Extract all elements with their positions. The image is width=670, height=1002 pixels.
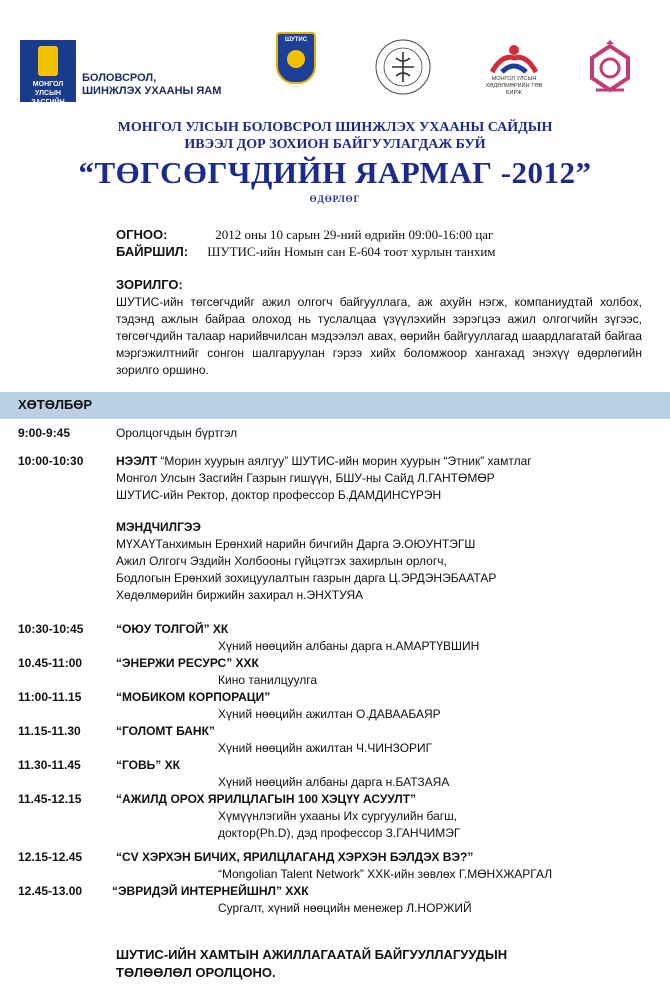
opening-line: [116, 454, 532, 468]
pink-emblem-logo: [586, 40, 634, 96]
ministry-name: [82, 72, 221, 98]
time-slot: 11:00-11.15: [18, 690, 82, 704]
organization-name: “ОЮУ ТОЛГОЙ” ХК: [116, 622, 229, 636]
closing-note: [116, 946, 507, 982]
labour-exchange-logo: [478, 42, 550, 94]
program-heading: ХӨТӨЛБӨР: [18, 397, 93, 412]
presenter: “Mongolian Talent Network” ХХК-ийн зөвлөх Г.МӨНХЖАРГАЛ: [218, 867, 553, 881]
schedule-item: Монгол Улсын Засгийн Газрын гишүүн, БШУ-ны Сайд Л.ГАНТӨМӨР: [116, 471, 495, 485]
date-label: ОГНОО:: [116, 227, 168, 242]
soyombo-icon: [38, 46, 58, 76]
time-slot: 10.45-11:00: [18, 656, 83, 670]
ministry-flag-text: МОНГОЛ УЛСЫН ЗАСГИЙН ГАЗАР: [31, 81, 65, 115]
location-label: БАЙРШИЛ:: [116, 244, 189, 259]
labour-text-2: ХӨДӨЛМӨРИЙН ТӨВ БИРЖ: [485, 83, 543, 96]
government-emblem-icon: [20, 40, 76, 115]
time-slot: 9:00-9:45: [18, 426, 71, 440]
organization-name: “ЭВРИДЭЙ ИНТЕРНЕЙШНЛ” ХХК: [112, 884, 309, 898]
shield-label: ШУТИС: [284, 37, 308, 43]
greeting-item: Бодлогын Ерөнхий зохицуулалтын газрын дарга Ц.ЭРДЭНЭБААТАР: [116, 571, 497, 585]
time-slot: 10:30-10:45: [18, 622, 84, 636]
closing-line-2: ТӨЛӨӨЛӨЛ ОРОЛЦОНО.: [116, 965, 276, 980]
goal-heading: ЗОРИЛГО:: [116, 277, 183, 292]
chamber-of-commerce-logo: [374, 38, 432, 96]
opening-text: “Морин хуурын аялгуу” ШУТИС-ийн морин хуурын “Этник” хамтлаг: [160, 454, 532, 468]
labour-exchange-icon: [478, 42, 550, 76]
goal-text: ШУТИС-ийн төгсөгчдийг ажил олгогч байгууллага, аж ахуйн нэгж, компаниудтай холбох, тэдэнд ажлын байраа олоход нь туслалцаа үзүүлэхийн зэрэгцээ ажил олгогчийн зүгээс, төгсөгчдийн талаар нарийвчилсан мэдээлэл авах, өөрийн байгууллагад шаардлагатай байгаа мэргэжилтнийг сонгон шалгаруулан гэрээ хийх боломжоор хангахад энэхүү өдөрлөгийн зорилго оршино.: [116, 295, 642, 377]
presenter: Сургалт, хүний нөөцийн менежер Л.НОРЖИЙ: [218, 901, 472, 915]
presenter: Хүний нөөцийн ажилтан О.ДАВААБАЯР: [218, 707, 441, 721]
time-slot: 11.30-11.45: [18, 758, 81, 772]
header-line-1: МОНГОЛ УЛСЫН БОЛОВСРОЛ ШИНЖЛЭХ УХААНЫ САЙДЫН: [117, 120, 553, 135]
organization-name: “АЖИЛД ОРОХ ЯРИЛЦЛАГЫН 100 ХЭЦҮҮ АСУУЛТ”: [116, 792, 417, 806]
date-row: [116, 227, 493, 243]
greeting-item: МҮХАҮТанхимын Ерөнхий нарийн бичгийн Дарга Э.ОЮУНТЭГШ: [116, 537, 476, 551]
time-slot: 12.15-12.45: [18, 850, 83, 864]
organization-name: “МОБИКОМ КОРПОРАЦИ”: [116, 690, 271, 704]
ministry-name-line-1: БОЛОВСРОЛ,: [82, 72, 157, 84]
schedule-item: ШУТИС-ийн Ректор, доктор профессор Б.ДАМДИНСҮРЭН: [116, 488, 442, 502]
location-row: [116, 244, 496, 260]
time-slot: 11.45-12.15: [18, 792, 82, 806]
shield-emblem-icon: [287, 50, 305, 68]
location-value: ШУТИС-ийн Номын сан Е-604 тоот хурлын танхим: [207, 244, 496, 259]
page-title: “ТӨГСӨГЧДИЙН ЯАРМАГ -2012”: [78, 155, 592, 190]
ministry-name-line-2: ШИНЖЛЭХ УХААНЫ ЯАМ: [82, 85, 222, 97]
greeting-item: Хөдөлмөрийн биржийн захирал н.ЭНХТУЯА: [116, 588, 364, 602]
presenter: доктор(Ph.D), дэд профессор З.ГАНЧИМЭГ: [218, 826, 461, 840]
labour-text-1: МОНГОЛ УЛСЫН: [491, 76, 537, 82]
university-shield-logo: [276, 32, 316, 84]
organization-name: “ЭНЕРЖИ РЕСУРС” ХХК: [116, 656, 259, 670]
greetings-heading: МЭНДЧИЛГЭЭ: [116, 520, 201, 534]
event-type: ӨДӨРЛӨГ: [309, 194, 361, 204]
organization-name: “CV ХЭРХЭН БИЧИХ, ЯРИЛЦЛАГАНД ХЭРХЭН БЭЛДЭХ ВЭ?”: [116, 850, 474, 864]
labour-exchange-text: [478, 76, 550, 97]
opening-label: НЭЭЛТ: [116, 454, 158, 468]
date-value: 2012 оны 10 сарын 29-ний өдрийн 09:00-16:00 цаг: [215, 227, 494, 242]
program-header-bar: [0, 392, 670, 419]
presenter: Хүний нөөцийн албаны дарга н.БАТЗАЯА: [218, 775, 450, 789]
time-slot: 10:00-10:30: [18, 454, 84, 468]
organization-name: “ГОЛОМТ БАНК”: [116, 724, 215, 738]
ministry-logo: [20, 40, 225, 115]
organization-name: “ГОВЬ” ХК: [116, 758, 180, 772]
greeting-item: Ажил Олгогч Эздийн Холбооны гүйцэтгэх захирлын орлогч,: [116, 554, 447, 568]
time-slot: 11.15-11.30: [18, 724, 81, 738]
schedule-item: Оролцогчдын бүртгэл: [116, 426, 238, 440]
presenter: Хүний нөөцийн ажилтан Ч.ЧИНЗОРИГ: [218, 741, 433, 755]
header-line-2: ИВЭЭЛ ДОР ЗОХИОН БАЙГУУЛАГДАЖ БУЙ: [184, 137, 486, 152]
closing-line-1: ШУТИС-ИЙН ХАМТЫН АЖИЛЛАГААТАЙ БАЙГУУЛЛАГУУДЫН: [116, 947, 508, 962]
presenter: Хүний нөөцийн албаны дарга н.АМАРТҮВШИН: [218, 639, 480, 653]
presenter: Кино танилцуулга: [218, 673, 318, 687]
logo-bar: [0, 30, 670, 115]
time-slot: 12.45-13.00: [18, 884, 83, 898]
presenter: Хүмүүнлэгийн ухааны Их сургуулийн багш,: [218, 809, 458, 823]
